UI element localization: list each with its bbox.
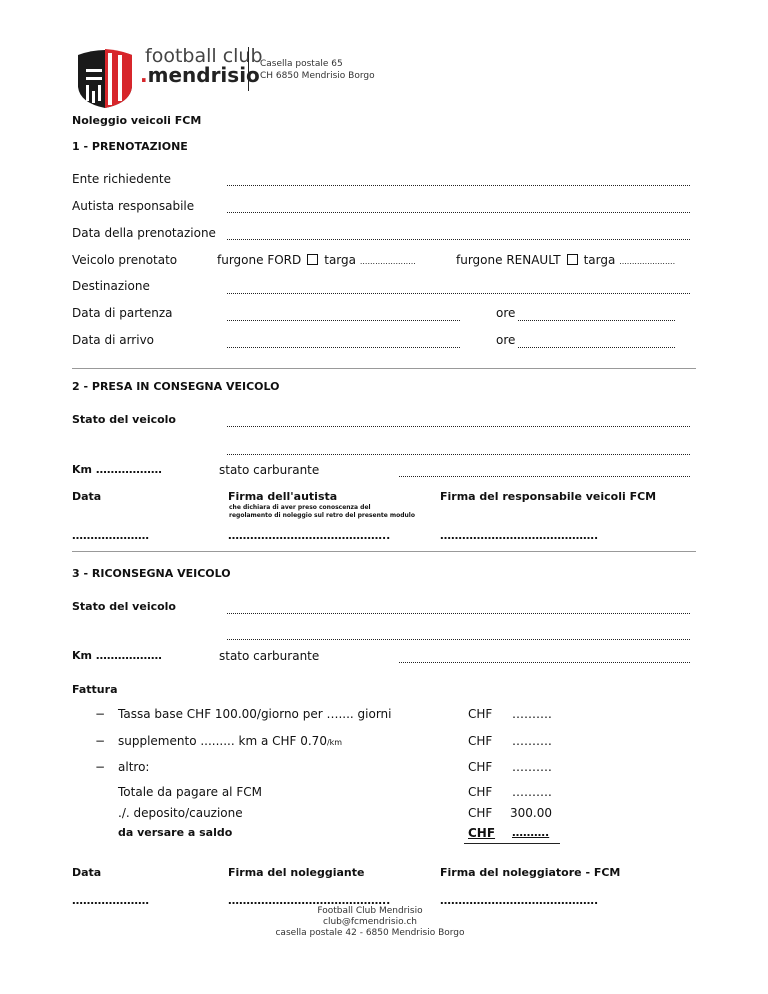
partenza-ore-label: ore [496, 306, 516, 320]
km-field-3[interactable]: Km ……………… [72, 649, 162, 662]
firma-noleggiante-label: Firma del noleggiante [228, 866, 365, 879]
firma-noleggiatore-label: Firma del noleggiatore - FCM [440, 866, 621, 879]
fattura-line-supplemento [118, 734, 342, 748]
firma-noleggiatore-field[interactable]: ……………………………………. [440, 894, 599, 907]
arrivo-date-field[interactable] [227, 347, 460, 348]
firma-responsabile-field[interactable]: ……………………………………. [440, 529, 599, 542]
fattura-line-deposito: ./. deposito/cauzione [118, 806, 243, 820]
footer-address: casella postale 42 - 6850 Mendrisio Borgo [275, 928, 465, 938]
partenza-label: Data di partenza [72, 306, 173, 320]
bullet-dash: − [95, 734, 106, 748]
firma-note-line1: che dichiara di aver preso conoscenza del [229, 504, 371, 511]
ente-label: Ente richiedente [72, 172, 171, 186]
amount-field[interactable]: ………. [512, 760, 552, 774]
section-divider [72, 551, 696, 552]
km-field[interactable]: Km ……………… [72, 463, 162, 476]
firma-noleggiante-field[interactable]: …………………………………….. [228, 894, 391, 907]
partenza-date-field[interactable] [227, 320, 460, 321]
club-logo [72, 47, 138, 109]
saldo-underline [464, 843, 560, 844]
club-name-bottom-text: mendrisio [147, 63, 260, 87]
fattura-line-tassa: Tassa base CHF 100.00/giorno per ….... giorni [118, 707, 392, 721]
renault-checkbox[interactable] [567, 254, 578, 265]
fattura-title: Fattura [72, 683, 118, 696]
renault-option [456, 253, 675, 267]
section1-title: 1 - PRENOTAZIONE [72, 140, 188, 153]
deposito-amount: 300.00 [510, 806, 552, 820]
carburante-label: stato carburante [219, 463, 320, 477]
amount-field[interactable]: ………. [512, 734, 552, 748]
section3-title: 3 - RICONSEGNA VEICOLO [72, 567, 231, 580]
carburante-field[interactable] [399, 476, 690, 477]
club-crest-icon [72, 47, 138, 109]
data-prenotazione-label: Data della prenotazione [72, 226, 216, 240]
fattura-line-altro: altro: [118, 760, 150, 774]
bullet-dash: − [95, 760, 106, 774]
header-divider [248, 47, 249, 91]
footer-email[interactable]: club@fcmendrisio.ch [323, 917, 417, 927]
data-label: Data [72, 490, 102, 503]
fattura-line-saldo: da versare a saldo [118, 826, 233, 839]
stato-veicolo-field-3[interactable] [227, 613, 690, 614]
firma-autista-field[interactable]: …………………………………….. [228, 529, 391, 542]
autista-label: Autista responsabile [72, 199, 195, 213]
club-name-bottom [140, 63, 260, 87]
firma-responsabile-label: Firma del responsabile veicoli FCM [440, 490, 657, 503]
stato-veicolo-label: Stato del veicolo [72, 413, 176, 426]
supplemento-text: supplemento ......... km a CHF 0.70 [118, 734, 327, 748]
firma-autista-label: Firma dell'autista [228, 490, 338, 503]
ford-option [217, 253, 416, 267]
stato-veicolo-field[interactable] [227, 426, 690, 427]
address-line2: CH 6850 Mendrisio Borgo [260, 71, 375, 81]
fattura-line-totale: Totale da pagare al FCM [118, 785, 262, 799]
final-data-field[interactable]: ………………… [72, 894, 149, 907]
arrivo-label: Data di arrivo [72, 333, 155, 347]
data-signature-field[interactable]: ………………… [72, 529, 149, 542]
club-name-top: football club [145, 45, 263, 67]
ford-targa-field[interactable]: ...................... [359, 257, 416, 266]
partenza-ore-field[interactable] [518, 320, 675, 321]
amount-field[interactable]: ………. [512, 785, 552, 799]
section2-title: 2 - PRESA IN CONSEGNA VEICOLO [72, 380, 280, 393]
footer-line1: Football Club Mendrisio [317, 906, 423, 916]
chf-label: CHF [468, 707, 493, 721]
chf-label-saldo: CHF [468, 826, 496, 840]
data-prenotazione-field[interactable] [227, 239, 690, 240]
renault-label: furgone RENAULT [456, 253, 561, 267]
renault-targa-label: targa [583, 253, 616, 267]
carburante-field-3[interactable] [399, 662, 690, 663]
bullet-dash: − [95, 707, 106, 721]
ford-checkbox[interactable] [307, 254, 318, 265]
final-data-label: Data [72, 866, 102, 879]
address-line1: Casella postale 65 [260, 59, 343, 69]
carburante-label-3: stato carburante [219, 649, 320, 663]
amount-field[interactable]: ………. [512, 707, 552, 721]
document-title: Noleggio veicoli FCM [72, 114, 202, 127]
ford-targa-label: targa [324, 253, 357, 267]
firma-note-line2: regolamento di noleggio sul retro del presente modulo [229, 512, 415, 519]
arrivo-ore-label: ore [496, 333, 516, 347]
ente-field[interactable] [227, 185, 690, 186]
renault-targa-field[interactable]: ...................... [619, 257, 676, 266]
club-dot: . [140, 63, 148, 87]
veicolo-label: Veicolo prenotato [72, 253, 178, 267]
chf-label: CHF [468, 734, 493, 748]
stato-veicolo-field-2[interactable] [227, 454, 690, 455]
firma-autista-note [229, 504, 415, 520]
stato-veicolo-field-3b[interactable] [227, 639, 690, 640]
autista-field[interactable] [227, 212, 690, 213]
chf-label: CHF [468, 806, 493, 820]
destinazione-field[interactable] [227, 293, 690, 294]
stato-veicolo-label-3: Stato del veicolo [72, 600, 176, 613]
saldo-amount-field[interactable]: ………. [512, 826, 550, 839]
chf-label: CHF [468, 760, 493, 774]
section-divider [72, 368, 696, 369]
ford-label: furgone FORD [217, 253, 302, 267]
chf-label: CHF [468, 785, 493, 799]
destinazione-label: Destinazione [72, 279, 150, 293]
supplemento-unit: /km [326, 738, 343, 747]
arrivo-ore-field[interactable] [518, 347, 675, 348]
